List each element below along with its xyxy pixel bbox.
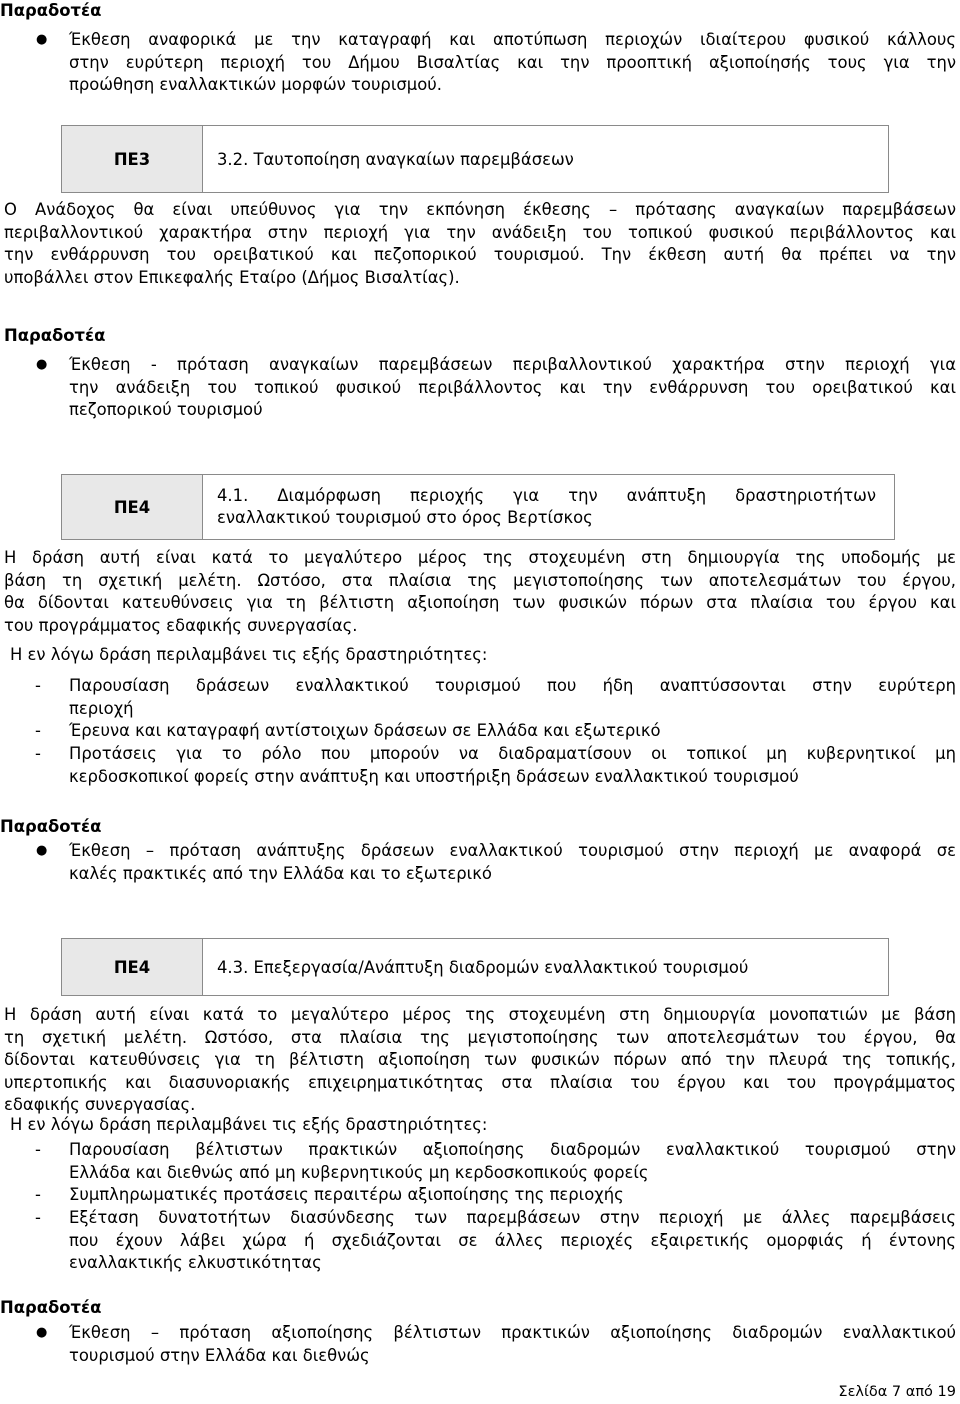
activities-list-2 [0, 1139, 960, 1275]
deliverables-heading-2: Παραδοτέα [4, 326, 106, 345]
deliverables-heading-4: Παραδοτέα [0, 1298, 102, 1317]
work-package-table-pe4-3 [61, 938, 889, 996]
work-package-code: ΠΕ4 [62, 939, 203, 996]
bullet-icon: ● [36, 32, 48, 47]
work-package-title: 3.2. Ταυτοποίηση αναγκαίων παρεμβάσεων [203, 126, 889, 193]
pe4-1-description: Η δράση αυτή είναι κατά το μεγαλύτερο μέρος της στοχευμένη στη δημιουργία της υποδομής με βάση τη σχετική μελέτη. Ωστόσο, στα πλαίσια της μεγιστοποίησης των αποτελεσμάτων του έργου, θα δίδονται κατευθύνσεις για τη βέλτιστη αξιοποίηση των φυσικών πόρων στα πλαίσια του έργου και του προγράμματος εδαφικής συνεργασίας. [4, 548, 956, 635]
pe3-description: Ο Ανάδοχος θα είναι υπεύθυνος για την εκπόνηση έκθεσης – πρότασης αναγκαίων παρεμβάσεων περιβαλλοντικού χαρακτήρα στην περιοχή για την ανάδειξη του τοπικού φυσικού περιβάλλοντος και την ενθάρρυνση του ορειβατικού και πεζοπορικού τουρισμού. Την έκθεση αυτή θα πρέπει να την υποβάλλει στον Επικεφαλής Εταίρο (Δήμος Βισαλτίας). [4, 200, 956, 287]
work-package-code: ΠΕ4 [62, 475, 203, 540]
deliverables-heading-1: Παραδοτέα [0, 1, 102, 20]
list-item: - Παρουσίαση βέλτιστων πρακτικών αξιοποίησης διαδρομών εναλλακτικού τουρισμού στην Ελλάδα και διεθνώς από μη κυβερνητικούς μη κερδοσκοπικούς φορείς [35, 1140, 956, 1182]
work-package-table-pe3 [61, 125, 889, 193]
page-number: Σελίδα 7 από 19 [838, 1384, 956, 1400]
work-package-table-pe4-1 [61, 474, 895, 540]
work-package-title: 4.3. Επεξεργασία/Ανάπτυξη διαδρομών εναλλακτικού τουρισμού [203, 939, 889, 996]
bullet-icon: ● [36, 357, 48, 372]
list-item: - Συμπληρωματικές προτάσεις περαιτέρω αξιοποίησης της περιοχής [35, 1185, 624, 1204]
list-item: - Έρευνα και καταγραφή αντίστοιχων δράσεων σε Ελλάδα και εξωτερικό [35, 721, 661, 740]
bullet-icon: ● [36, 1325, 48, 1340]
work-package-code: ΠΕ3 [62, 126, 203, 193]
work-package-title: 4.1. Διαμόρφωση περιοχής για την ανάπτυξη δραστηριοτήτων εναλλακτικού τουρισμού στο όρος Βερτίσκος [203, 475, 895, 540]
bullet-icon: ● [36, 843, 48, 858]
list-item: - Παρουσίαση δράσεων εναλλακτικού τουρισμού που ήδη αναπτύσσονται στην ευρύτερη περιοχή [35, 676, 956, 718]
activities-intro-1: Η εν λόγω δράση περιλαμβάνει τις εξής δραστηριότητες: [10, 645, 488, 664]
list-item: - Προτάσεις για το ρόλο που μπορούν να διαδραματίσουν οι τοπικοί μη κυβερνητικοί μη κερδοσκοπικοί φορείς στην ανάπτυξη και υποστήριξη δράσεων εναλλακτικού τουρισμού [35, 744, 956, 786]
activities-intro-2: Η εν λόγω δράση περιλαμβάνει τις εξής δραστηριότητες: [10, 1115, 488, 1134]
document-page: Παραδοτέα ● Έκθεση αναφορικά με την καταγραφή και αποτύπωση περιοχών ιδιαίτερου φυσικού κάλλους στην ευρύτερη περιοχή του Δήμου Βισαλτίας και την προοπτική αξιοποίησής τους για την προώθηση εναλλακτικών μορφών τουρισμού. ΠΕ3 3.2. Ταυτοποίηση αναγκαίων παρεμβάσεων Ο Ανάδοχος θα είναι υπεύθυνος για την εκπόνηση έκθεσης – πρότασης αναγκαίων παρεμβάσεων περιβαλλοντικού χαρακτήρα στην περιοχή για την ανάδειξη του τοπικού φυσικού περιβάλλοντος και την ενθάρρυνση του ορειβατικού και πεζοπορικού τουρισμού. Την έκθεση αυτή θα πρέπει να την υποβάλλει στον Επικεφαλής Εταίρο (Δήμος Βισαλτίας). Παραδοτέα ● Έκθεση - πρόταση αναγκαίων παρεμβάσεων περιβαλλοντικού χαρακτήρα στην περιοχή για την ανάδειξη του τοπικού φυσικού περιβάλλοντος και την ενθάρρυνση του ορειβατικού και πεζοπορικού τουρισμού ΠΕ4 4.1. Διαμόρφωση περιοχής για την ανάπτυξη δραστηριοτήτων εναλλακτικού τουρισμού στο όρος Βερτίσκος Η δράση αυτή είναι κατά το μεγαλύτερο μέρος της στοχευμένη στη δημιουργία της υποδομής με βάση τη σχετική μελέτη. Ωστόσο, στα πλαίσια της μεγιστοποίησης των αποτελεσμάτων του έργου, θα δίδονται κατευθύνσεις για τη βέλτιστη αξιοποίηση των φυσικών πόρων στα πλαίσια του έργου και του προγράμματος εδαφικής συνεργασίας. Η εν λόγω δράση περιλαμβάνει τις εξής δραστηριότητες: - Παρουσίαση δράσεων εναλλακτικού τουρισμού που ήδη αναπτύσσονται στην ευρύτερη περιοχή - Έρευνα και καταγραφή αντίστοιχων δράσεων σε Ελλάδα και εξωτερικό - Προτάσεις για το ρόλο που μπορούν να διαδραματίσουν οι τοπικοί μη κυβερνητικοί μη κερδοσκοπικοί φορείς στην ανάπτυξη και υποστήριξη δράσεων εναλλακτικού τουρισμού Παραδοτέα ● Έκθεση – πρόταση ανάπτυξης δράσεων εναλλακτικού τουρισμού στην περιοχή με αναφορά σε καλές πρακτικές από την Ελλάδα και το εξωτερικό ΠΕ4 4.3. Επεξεργασία/Ανάπτυξη διαδρομών εναλλακτικού τουρισμού Η δράση αυτή είναι κατά το μεγαλύτερο μέρος της στοχευμένη στη δημιουργία μονοπατιών με βάση τη σχετική μελέτη. Ωστόσο, στα πλαίσια της μεγιστοποίησης των αποτελεσμάτων του έργου, θα δίδονται κατευθύνσεις για τη βέλτιστη αξιοποίηση των φυσικών πόρων από την πλευρά της τοπικής, υπερτοπικής και διασυνοριακής επιχειρηματικότητας στα πλαίσια του έργου και του προγράμματος εδαφικής συνεργασίας. Η εν λόγω δράση περιλαμβάνει τις εξής δραστηριότητες: - Παρουσίαση βέλτιστων πρακτικών αξιοποίησης διαδρομών εναλλακτικού τουρισμού στην Ελλάδα και διεθνώς από μη κυβερνητικούς μη κερδοσκοπικούς φορείς - Συμπληρωματικές προτάσεις περαιτέρω αξιοποίησης της περιοχής - Εξέταση δυνατοτήτων διασύνδεσης των παρεμβάσεων στην περιοχή με άλλες παρεμβάσεις που έχουν λάβει χώρα ή σχεδιάζονται σε άλλες περιοχές εξαιρετικής ομορφιάς ή έντονης εναλλακτικής ελκυστικότητας Παραδοτέα ● Έκθεση – πρόταση αξιοποίησης βέλτιστων πρακτικών αξιοποίησης διαδρομών εναλλακτικού τουρισμού στην Ελλάδα και διεθνώς Σελίδα 7 από 19 [0, 0, 960, 1404]
deliverables-heading-3: Παραδοτέα [0, 817, 102, 836]
pe4-3-description: Η δράση αυτή είναι κατά το μεγαλύτερο μέρος της στοχευμένη στη δημιουργία μονοπατιών με βάση τη σχετική μελέτη. Ωστόσο, στα πλαίσια της μεγιστοποίησης των αποτελεσμάτων του έργου, θα δίδονται κατευθύνσεις για τη βέλτιστη αξιοποίηση των φυσικών πόρων από την πλευρά της τοπικής, υπερτοπικής και διασυνοριακής επιχειρηματικότητας στα πλαίσια του έργου και του προγράμματος εδαφικής συνεργασίας. [4, 1005, 956, 1114]
list-item: - Εξέταση δυνατοτήτων διασύνδεσης των παρεμβάσεων στην περιοχή με άλλες παρεμβάσεις που έχουν λάβει χώρα ή σχεδιάζονται σε άλλες περιοχές εξαιρετικής ομορφιάς ή έντονης εναλλακτικής ελκυστικότητας [35, 1208, 956, 1272]
activities-list-1 [0, 675, 960, 788]
